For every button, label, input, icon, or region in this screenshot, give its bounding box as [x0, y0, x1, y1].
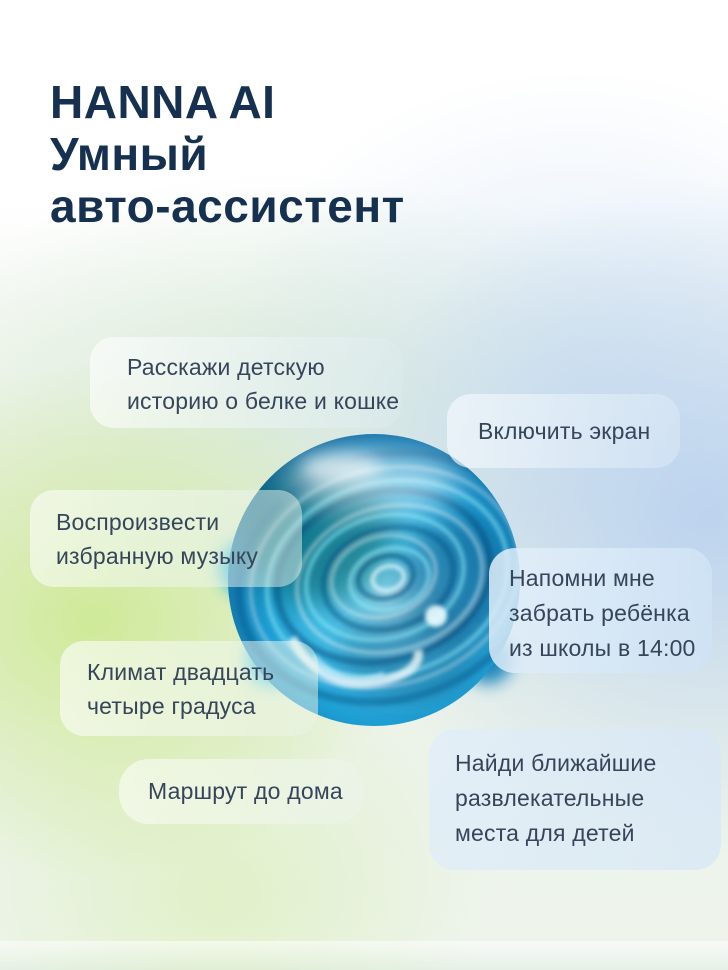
bubble-line: избранную музыку [56, 543, 259, 569]
bottom-gradient-band [0, 941, 728, 970]
subtitle-line-2: авто-ассистент [50, 180, 405, 232]
bubble-line: Климат двадцать [87, 659, 275, 685]
page-title [50, 76, 405, 232]
bubble-line: Включить экран [478, 418, 651, 444]
bubble-line: историю о белке и кошке [127, 388, 400, 414]
voice-command-bubble-screen [447, 394, 680, 468]
voice-command-bubble-reminder [489, 548, 712, 673]
subtitle-line-1: Умный [50, 128, 209, 180]
bubble-line: четыре градуса [87, 693, 256, 719]
brand-name: HANNA AI [50, 76, 276, 128]
voice-command-bubble-route [119, 759, 365, 824]
bubble-line: Маршрут до дома [148, 778, 343, 804]
bubble-line: Напомни мне [509, 565, 655, 591]
bubble-line: Воспроизвести [56, 509, 220, 535]
bubble-line: Найди ближайшие [455, 750, 657, 776]
bubble-line: забрать ребёнка [509, 600, 690, 626]
voice-command-bubble-climate [60, 641, 318, 736]
bubble-line: Расскажи детскую [127, 354, 325, 380]
bubble-line: места для детей [455, 820, 635, 846]
bubble-line: развлекательные [455, 785, 645, 811]
voice-command-bubble-music [30, 490, 302, 587]
voice-command-bubble-places [429, 729, 721, 870]
voice-command-bubble-story [90, 337, 402, 428]
bubble-line: из школы в 14:00 [509, 635, 696, 661]
